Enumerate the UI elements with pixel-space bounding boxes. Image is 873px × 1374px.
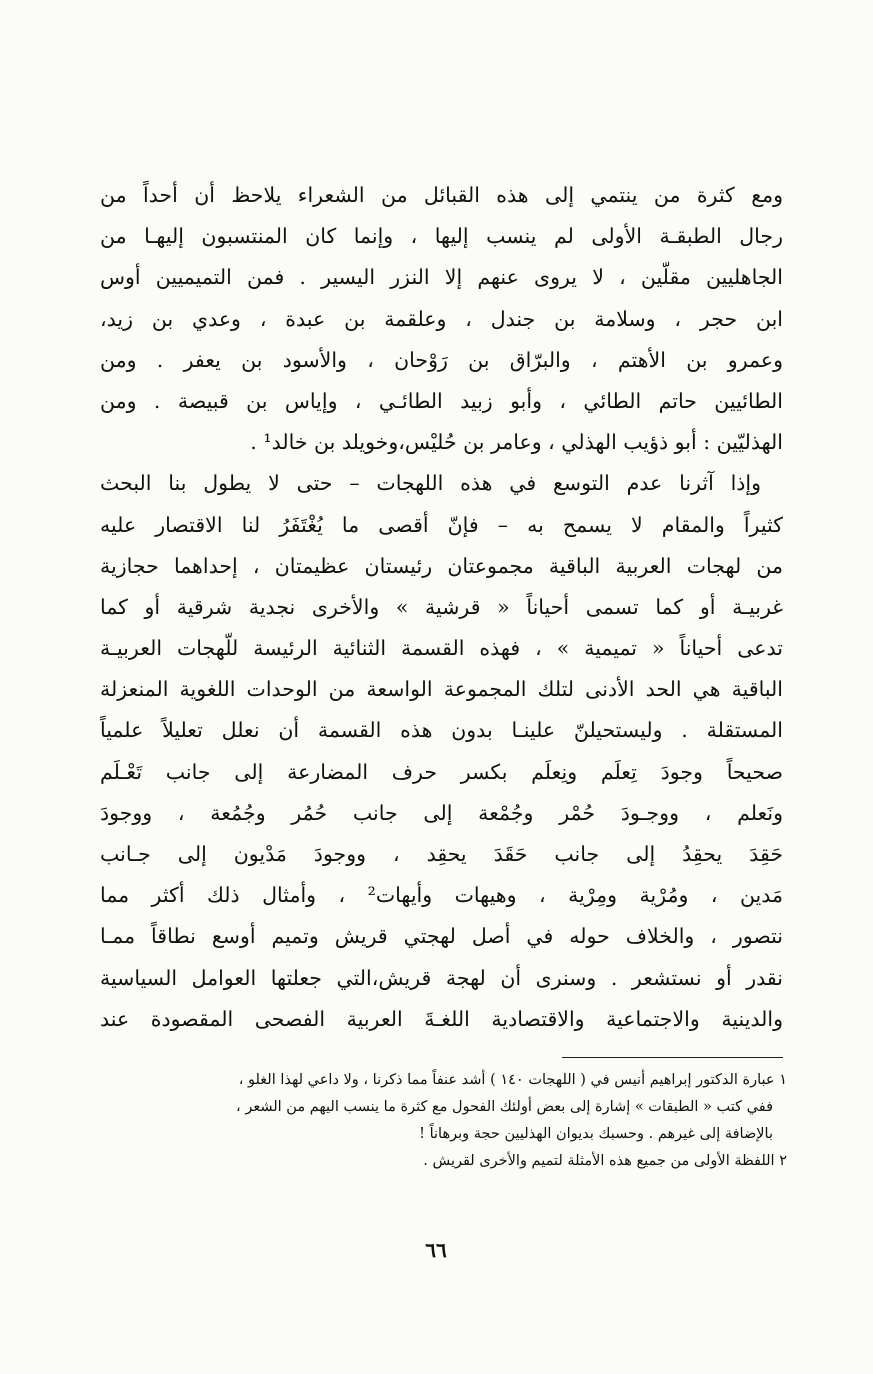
body-line: الطائيين حاتم الطائي ، وأبو زبيد الطائـي ، وإياس بن قبيصة . ومن [100,388,783,413]
footnote-1-line: بالإضافة إلى غيرهم . وحسبك بديوان الهذليين حجة وبرهاناً ! [419,1126,773,1142]
body-line: وعمرو بن الأهتم ، والبرّاق بن رَوْحان ، والأسود بن يعفر . ومن [100,347,783,372]
main-body-text [100,175,783,1040]
page-number: ٦٦ [425,1238,447,1262]
body-line: المستقلة . وليستحيلنّ علينـا بدون هذه القسمة أن نعلل تعليلاً علمياً [100,718,783,743]
body-line: غربيـة أو كما تسمى أحياناً « قرشية » والأخرى نجدية شرقية أو كما [100,594,783,619]
body-line: الجاهليين مقلّين ، لا يروى عنهم إلا النزر اليسير . فمن التميميين أوس [100,265,783,290]
paragraph-start-line: وإذا آثرنا عدم التوسع في هذه اللهجات – حتى لا يطول بنا البحث [100,471,761,496]
body-line: ونَعلم ، ووجـودَ حُمْر وجُمْعة إلى جانب حُمُر وجُمُعة ، ووجودَ [100,800,783,825]
body-line: ابن حجر ، وسلامة بن جندل ، وعلقمة بن عبدة ، وعدي بن زيد، [100,306,783,331]
body-line: من لهجات العربية الباقية مجموعتان رئيستان عظيمتان ، إحداهما حجازية [100,553,783,578]
footnote-1-line: ففي كتب « الطبقات » إشارة إلى بعض أولئك الفحول مع كثرة ما ينسب اليهم من الشعر ، [236,1099,773,1115]
body-line: والدينية والاجتماعية والاقتصادية اللغـةَ العربية الفصحى المقصودة عند [100,1006,783,1031]
footnote-2-line: ٢ اللفظة الأولى من جميع هذه الأمثلة لتميم والأخرى لقريش . [423,1153,787,1169]
body-line: رجال الطبقـة الأولى لم ينسب إليها ، وإنما كان المنتسبون إليهـا من [100,224,783,249]
body-line: كثيراً والمقام لا يسمح به – فإنّ أقصى ما يُغْتَفَرُ لنا الاقتصار عليه [100,512,783,537]
body-line: ومع كثرة من ينتمي إلى هذه القبائل من الشعراء يلاحظ أن أحداً من [100,183,783,207]
body-line: الهذليّين : أبو ذؤيب الهذلي ، وعامر بن حُليْس،وخويلد بن خالد¹ . [250,430,783,455]
footnote-1-line: ١ عبارة الدكتور إبراهيم أنيس في ( اللهجات ١٤٠ ) أشد عنفاً مما ذكرنا ، ولا داعي لهذا الغلو ، [238,1072,787,1088]
footnote-divider [562,1057,783,1058]
body-line: نقدر أو نستشعر . وسنرى أن لهجة قريش،التي جعلتها العوامل السياسية [100,965,783,990]
footnotes [96,1067,787,1175]
body-line: حَقِدَ يحقِدُ إلى جانب حَقَدَ يحقِد ، ووجودَ مَدْيون إلى جـانب [100,842,783,866]
body-line: الباقية هي الحد الأدنى لتلك المجموعة الواسعة من الوحدات اللغوية المنعزلة [100,677,783,702]
body-line: نتصور ، والخلاف حوله في أصل لهجتي قريش وتميم أوسع نطاقاً ممـا [100,924,783,949]
body-line: صحيحاً وجودَ تِعلَم ونِعلَم بكسر حرف المضارعة إلى جانب تَعْـلَم [100,759,783,784]
body-line: مَدين ، ومُرْية ومِرْية ، وهيهات وأيهات² ، وأمثال ذلك أكثر مما [100,883,783,908]
body-line: تدعى أحياناً « تميمية » ، فهذه القسمة الثنائية الرئيسة للّهجات العربيـة [100,636,783,661]
